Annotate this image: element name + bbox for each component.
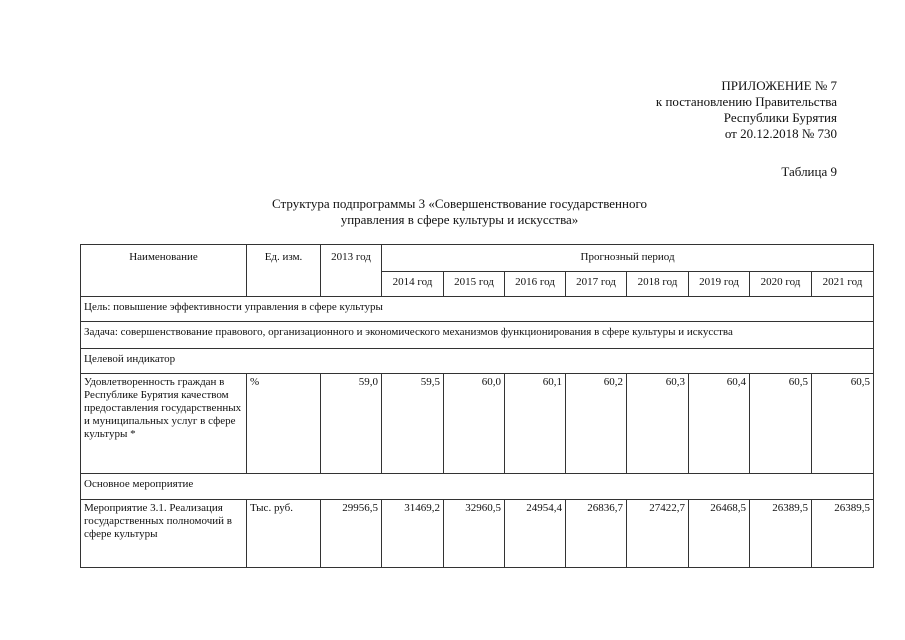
title-line: управления в сфере культуры и искусства»: [340, 212, 579, 227]
appendix-line: Республики Бурятия: [723, 110, 837, 125]
indicator-name: Удовлетворенность граждан в Республике Бурятия качеством предоставления государственных и муниципальных услуг в сфере культуры *: [81, 374, 247, 474]
appendix-line: ПРИЛОЖЕНИЕ № 7: [721, 78, 837, 93]
appendix-block: [656, 78, 837, 142]
value-cell: 59,0: [321, 374, 382, 474]
header-year: 2020 год: [750, 272, 812, 297]
goal-row: Цель: повышение эффективности управления в сфере культуры: [81, 297, 874, 322]
activity-heading: Основное мероприятие: [81, 474, 874, 500]
value-cell: 60,2: [566, 374, 627, 474]
document-title: [0, 196, 905, 228]
value-cell: 26836,7: [566, 500, 627, 568]
value-cell: 26389,5: [750, 500, 812, 568]
value-cell: 60,5: [750, 374, 812, 474]
header-name: Наименование: [81, 245, 247, 297]
value-cell: 27422,7: [627, 500, 689, 568]
table-number: Таблица 9: [781, 164, 837, 179]
table-row: [81, 500, 874, 568]
header-forecast-period: Прогнозный период: [382, 245, 874, 272]
header-year: 2014 год: [382, 272, 444, 297]
value-cell: 31469,2: [382, 500, 444, 568]
task-row: Задача: совершенствование правового, организационного и экономического механизмов функционирования в сфере культуры и искусства: [81, 322, 874, 349]
subprogram-structure-table: [80, 244, 874, 568]
value-cell: 60,3: [627, 374, 689, 474]
value-cell: 26468,5: [689, 500, 750, 568]
activity-unit: Тыс. руб.: [247, 500, 321, 568]
value-cell: 24954,4: [505, 500, 566, 568]
header-year: 2019 год: [689, 272, 750, 297]
header-unit: Ед. изм.: [247, 245, 321, 297]
value-cell: 60,4: [689, 374, 750, 474]
activity-name: Мероприятие 3.1. Реализация государственных полномочий в сфере культуры: [81, 500, 247, 568]
header-base-year: 2013 год: [321, 245, 382, 297]
indicator-heading: Целевой индикатор: [81, 349, 874, 374]
value-cell: 59,5: [382, 374, 444, 474]
value-cell: 29956,5: [321, 500, 382, 568]
value-cell: 60,0: [444, 374, 505, 474]
header-year: 2017 год: [566, 272, 627, 297]
header-year: 2015 год: [444, 272, 505, 297]
appendix-line: к постановлению Правительства: [655, 94, 837, 109]
header-year: 2018 год: [627, 272, 689, 297]
header-year: 2016 год: [505, 272, 566, 297]
title-line: Структура подпрограммы 3 «Совершенствование государственного: [272, 196, 647, 211]
value-cell: 60,5: [812, 374, 874, 474]
appendix-line: от 20.12.2018 № 730: [724, 126, 837, 141]
value-cell: 60,1: [505, 374, 566, 474]
header-year: 2021 год: [812, 272, 874, 297]
value-cell: 26389,5: [812, 500, 874, 568]
value-cell: 32960,5: [444, 500, 505, 568]
indicator-unit: %: [247, 374, 321, 474]
table-row: [81, 374, 874, 474]
